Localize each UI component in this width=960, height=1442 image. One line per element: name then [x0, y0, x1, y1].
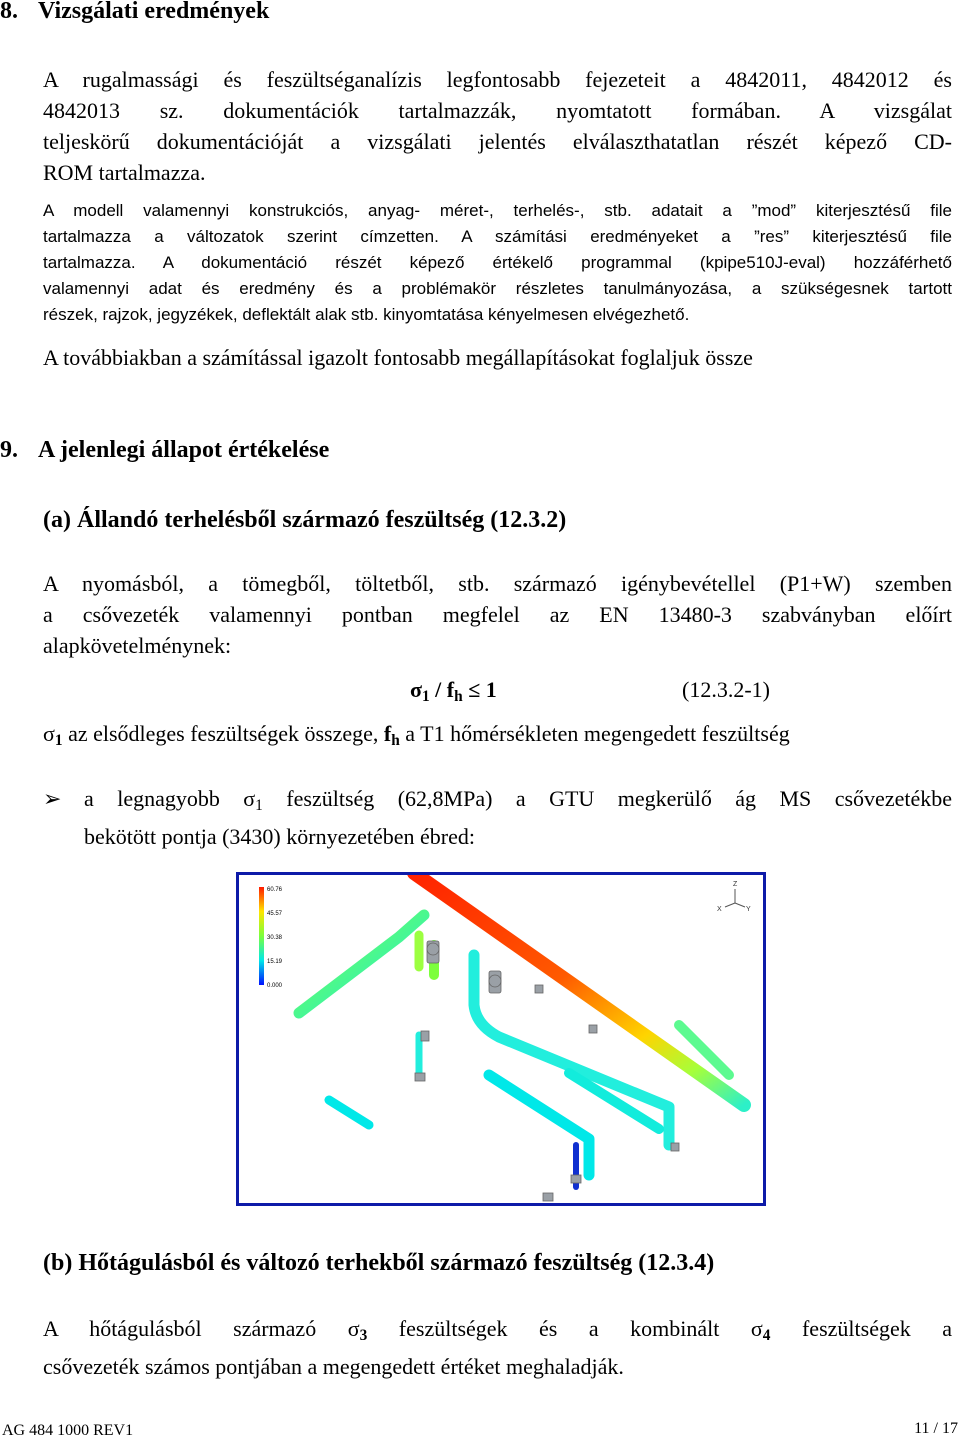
section-number: 8. — [0, 0, 18, 24]
pipe-support — [571, 1175, 581, 1183]
branch-pipe-upper — [299, 915, 424, 1013]
text-span: A hőtágulásból származó — [43, 1316, 348, 1341]
section-number: 9. — [0, 437, 18, 463]
axis-triad — [725, 889, 745, 907]
text-span: feszültségek a — [770, 1316, 952, 1341]
text-line: 4842013 sz. dokumentációk tartalmazzák, nyomtatott formában. A vizsgálat — [43, 98, 952, 123]
sigma-symbol: σ — [347, 1316, 360, 1341]
valve-wheel — [489, 975, 501, 987]
pipe-support — [671, 1143, 679, 1151]
pipe-model-image — [239, 875, 763, 1203]
sigma-symbol: σ — [243, 786, 256, 811]
bullet-item — [84, 783, 952, 852]
subscript: h — [391, 732, 400, 749]
formula — [410, 674, 497, 712]
legend-label: 60.76 — [267, 887, 283, 893]
sigma-symbol: σ — [410, 677, 422, 702]
bullet-arrow-icon: ➢ — [43, 786, 62, 811]
text-line: valamennyi adat és eredmény és a problémakör részletes tanulmányozása, a szükségesnek tartott — [43, 279, 952, 298]
section-title: A jelenlegi állapot értékelése — [38, 437, 330, 463]
subscript: h — [454, 688, 463, 705]
text-span: az elsődleges feszültségek összege, — [62, 721, 384, 746]
valve-wheel — [427, 943, 439, 955]
paragraph-summary: A továbbiakban a számítással igazolt fontosabb megállapításokat foglaljuk össze — [43, 345, 753, 370]
subscript: 1 — [54, 732, 63, 749]
sigma-symbol: σ — [43, 721, 55, 746]
legend-label: 30.38 — [267, 935, 283, 941]
text-span: feszültségek és a kombinált — [367, 1316, 751, 1341]
stress-plot-figure — [236, 872, 766, 1206]
pipe-support — [535, 985, 543, 993]
text-line: bekötött pontja (3430) környezetében ébred: — [84, 824, 475, 849]
legend-label: 0.000 — [267, 983, 283, 989]
text-line: teljeskörű dokumentációját a vizsgálati jelentés elválaszthatatlan részét képező CD- — [43, 129, 952, 154]
paragraph-b — [43, 1313, 952, 1382]
formula-text: / f — [429, 677, 455, 702]
pipe-support — [415, 1073, 425, 1081]
text-line — [43, 1313, 952, 1351]
legend-colorbar — [259, 887, 264, 985]
footer-doc-id: AG 484 1000 REV1 — [2, 1422, 134, 1439]
text-line: A rugalmassági és feszültséganalízis legfontosabb fejezeteit a 4842011, 4842012 és — [43, 67, 952, 92]
legend-label: 15.19 — [267, 959, 283, 965]
text-line: A modell valamennyi konstrukciós, anyag- méret-, terhelés-, stb. adatait a ”mod” kiterjesztésű file — [43, 201, 952, 220]
text-line: csővezeték számos pontjában a megengedett értéket meghaladják. — [43, 1354, 624, 1379]
sigma-symbol: σ — [750, 1316, 763, 1341]
text-line: a csővezeték valamennyi pontban megfelel az EN 13480-3 szabványban előírt — [43, 602, 952, 627]
paragraph-a — [43, 568, 952, 661]
text-line: tartalmazza. A dokumentáció részét képező értékelő programmal (kpipe510J-eval) hozzáférhető — [43, 253, 952, 272]
formula-reference: (12.3.2-1) — [682, 677, 770, 702]
subsection-b-title: (b) Hőtágulásból és változó terhekből származó feszültség (12.3.4) — [43, 1250, 715, 1276]
subscript: 1 — [421, 688, 430, 705]
subscript: 3 — [359, 1327, 368, 1344]
text-line: alapkövetelménynek: — [43, 633, 232, 658]
text-line: A nyomásból, a tömegből, töltetből, stb. származó igénybevétellel (P1+W) szemben — [43, 571, 952, 596]
section-title: Vizsgálati eredmények — [38, 0, 270, 24]
lower-left-pipe — [329, 1100, 369, 1125]
axis-z-label: Z — [733, 881, 738, 888]
text-line — [84, 783, 952, 821]
section-8-heading — [0, 0, 269, 25]
text-line: ROM tartalmazza. — [43, 160, 206, 185]
subscript: 1 — [255, 797, 263, 814]
text-span: a legnagyobb — [84, 786, 244, 811]
text-span: feszültség (62,8MPa) a GTU megkerülő ág MS csővezetékbe — [262, 786, 952, 811]
footer-page-number: 11 / 17 — [914, 1420, 958, 1437]
text-line: tartalmazza a változatok szerint címzetten. A számítási eredményeket a ”res” kiterjesztésű file — [43, 227, 952, 246]
text-span: f — [383, 721, 392, 746]
text-line: részek, rajzok, jegyzékek, deflektált alak stb. kinyomtatása kényelmesen elvégezhető. — [43, 305, 690, 324]
legend-label: 45.57 — [267, 911, 283, 917]
axis-x-label: X — [717, 906, 722, 913]
subsection-a-title: (a) Állandó terhelésből származó feszültség (12.3.2) — [43, 507, 567, 533]
paragraph-intro — [43, 64, 952, 188]
pipe-support — [589, 1025, 597, 1033]
pipe-support — [421, 1031, 429, 1041]
supports-group — [415, 941, 679, 1201]
text-span: a T1 hőmérsékleten megengedett feszültség — [399, 721, 790, 746]
section-9-heading — [0, 437, 329, 464]
pipe-support — [543, 1193, 553, 1201]
paragraph-model — [43, 198, 952, 328]
formula-definition — [43, 718, 790, 756]
axis-y-label: Y — [746, 906, 751, 913]
subscript: 4 — [762, 1327, 771, 1344]
formula-text: ≤ 1 — [462, 677, 497, 702]
